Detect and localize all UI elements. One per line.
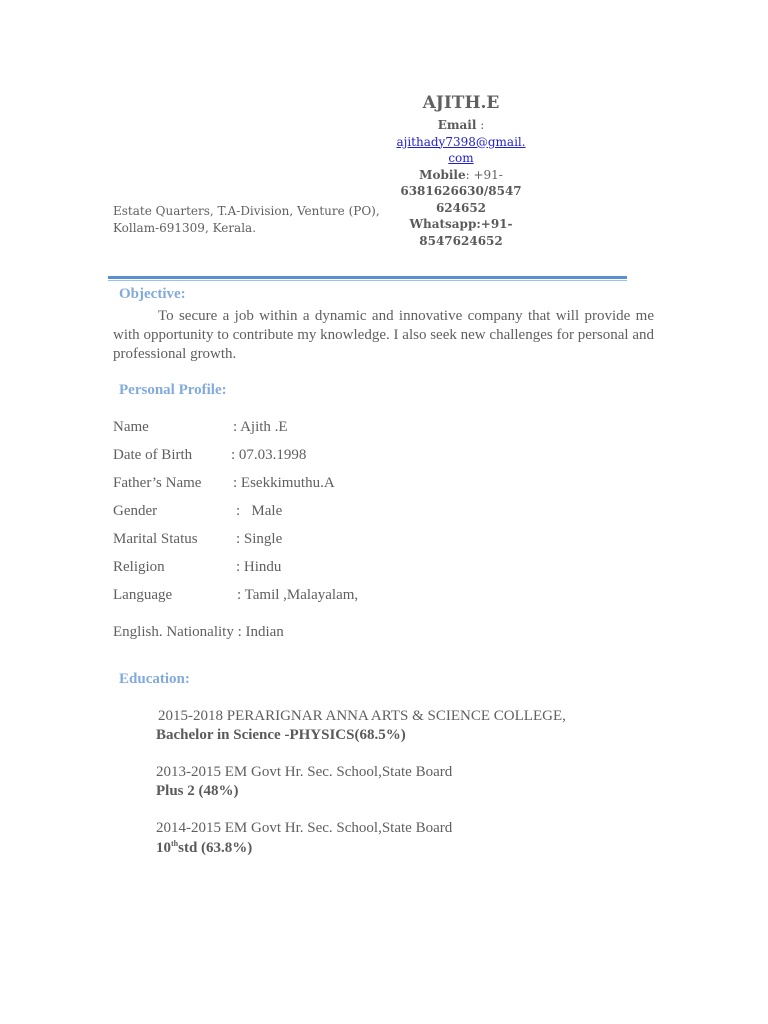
contact-block (396, 117, 526, 249)
mobile-prefix: : +91- (465, 167, 503, 182)
whatsapp-line: Whatsapp:+91- (409, 217, 513, 231)
whatsapp-number-line: 8547624652 (419, 233, 503, 248)
address-line-2: Kollam-691309, Kerala. (113, 220, 257, 235)
personal-profile-heading: Personal Profile: (119, 382, 227, 398)
education-heading: Education: (119, 671, 190, 687)
education-entry-1-title: 2015-2018 PERARIGNAR ANNA ARTS & SCIENCE COLLEGE, (158, 708, 566, 724)
mobile-line (396, 167, 526, 184)
profile-row-gender: Gender : Male (113, 503, 283, 519)
mobile-number-line-2: 624652 (435, 200, 487, 215)
objective-text: To secure a job within a dynamic and innovative company that will provide me with opportunity to contribute my knowledge. I also seek new challenges for personal and professional growth. (113, 308, 654, 362)
education-entry-2-detail: Plus 2 (48%) (156, 783, 239, 799)
education-entry-3-title: 2014-2015 EM Govt Hr. Sec. School,State Board (156, 820, 453, 836)
email-link[interactable]: ajithady7398@gmail. (396, 134, 526, 149)
email-line (396, 117, 526, 134)
email-link-continued[interactable]: com (448, 151, 474, 165)
profile-row-dob: Date of Birth : 07.03.1998 (113, 447, 307, 463)
profile-row-marital: Marital Status : Single (113, 531, 283, 547)
email-link-line1[interactable] (396, 134, 526, 151)
mobile-number-line: 6381626630/8547 (400, 184, 522, 198)
profile-row-language: Language : Tamil ,Malayalam, (113, 587, 359, 603)
education-entry-2-title: 2013-2015 EM Govt Hr. Sec. School,State Board (156, 764, 453, 780)
profile-row-father: Father’s Name : Esekkimuthu.A (113, 475, 335, 491)
education-entry-1-detail: Bachelor in Science -PHYSICS(68.5%) (156, 727, 406, 743)
applicant-name: AJITH.E (422, 93, 500, 113)
profile-row-name: Name : Ajith .E (113, 419, 288, 435)
address-block (113, 203, 380, 236)
address-line-1: Estate Quarters, T.A-Division, Venture (PO), (113, 204, 380, 218)
education-entry-3-detail: 10thstd (63.8%) (156, 839, 253, 856)
email-separator: : (476, 118, 485, 132)
objective-heading: Objective: (119, 286, 186, 302)
mobile-label: Mobile (419, 167, 466, 182)
email-label: Email (437, 118, 477, 132)
profile-row-religion: Religion : Hindu (113, 559, 282, 575)
profile-nationality-line: English. Nationality : Indian (113, 624, 284, 640)
header-divider (108, 276, 627, 279)
email-link-line2[interactable] (396, 150, 526, 167)
header-divider-thin (108, 280, 627, 281)
